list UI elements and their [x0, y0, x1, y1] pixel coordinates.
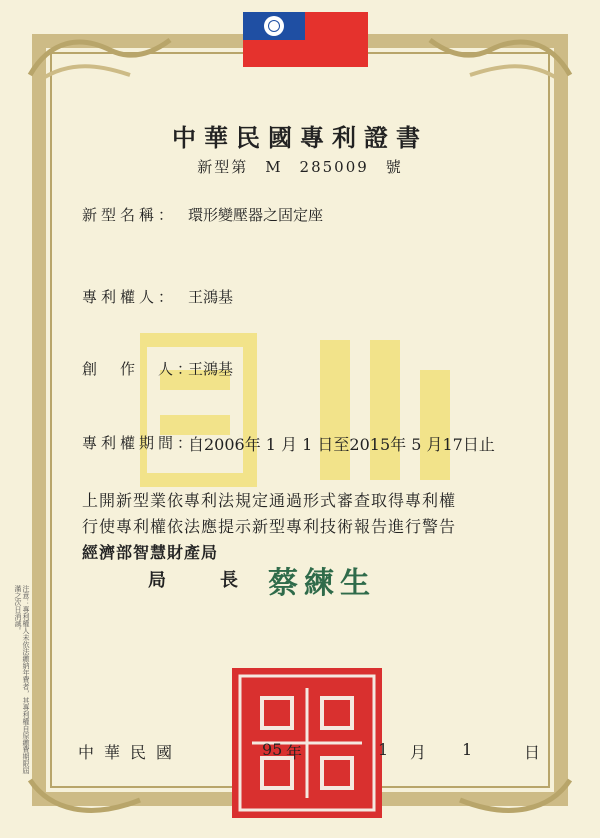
patent-number: 新型第 M 285009 號 [197, 158, 403, 176]
note-text: 注意：專利權人未依法繳納年費者，其專利權自原繳費期限屆滿之次日消滅。 [14, 585, 30, 774]
watermark-emblem-icon [140, 330, 460, 490]
date-prefix: 中華民國 [78, 743, 183, 762]
date-year-unit: 年 [286, 743, 303, 762]
official-seal [232, 668, 382, 818]
period-label: 專利權期間： [82, 434, 197, 452]
national-flag-icon [243, 12, 368, 67]
owner-value: 王鴻基 [188, 288, 234, 306]
name-label: 新型名稱： [82, 206, 178, 224]
creator-label: 創 作 人： [82, 360, 197, 378]
certificate-title: 中華民國專利證書 [172, 123, 428, 152]
agency-name: 經濟部智慧財產局 [82, 543, 219, 562]
director-signature: 蔡練生 [268, 566, 376, 601]
dragon-ornament-bottom-left-icon [20, 770, 160, 830]
name-value: 環形變壓器之固定座 [188, 206, 324, 224]
date-day: 1 [462, 740, 473, 759]
seal-characters-icon [232, 668, 382, 818]
creator-value: 王鴻基 [188, 360, 234, 378]
dragon-ornament-left-icon [20, 20, 180, 90]
statement-line-1: 上開新型業依專利法規定通過形式審查取得專利權 [82, 491, 457, 510]
date-day-unit: 日 [524, 743, 541, 762]
period-value: 自2006年 1 月 1 日至2015年 5 月17日止 [188, 435, 495, 454]
dragon-ornament-right-icon [420, 20, 580, 90]
dragon-ornament-bottom-right-icon [440, 770, 580, 830]
date-month-unit: 月 [410, 743, 427, 762]
owner-label: 專利權人： [82, 288, 178, 306]
statement-line-2: 行使專利權依法應提示新型專利技術報告進行警告 [82, 517, 457, 536]
date-month: 1 [378, 740, 389, 759]
director-label: 局 長 [148, 570, 244, 591]
date-year: 95 [262, 740, 283, 759]
